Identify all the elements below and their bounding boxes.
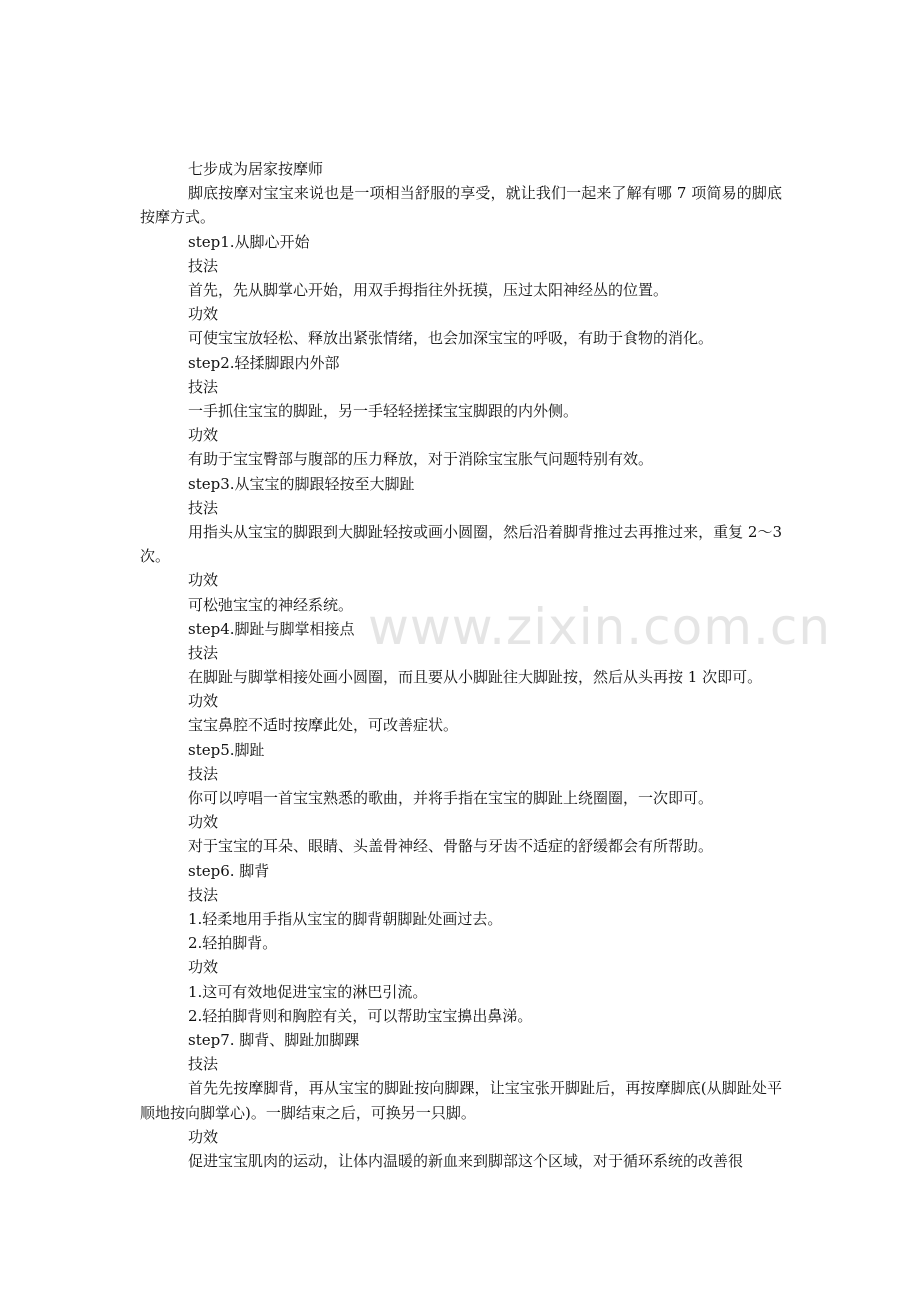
effect-label: 功效 [188, 692, 219, 711]
step-heading: step4.脚趾与脚掌相接点 [188, 619, 355, 638]
effect-label: 功效 [188, 426, 219, 445]
effect-text: 宝宝鼻腔不适时按摩此处，可改善症状。 [188, 716, 459, 735]
effect-text: 可松弛宝宝的神经系统。 [188, 595, 354, 614]
effect-text: 促进宝宝肌肉的运动，让体内温暖的新血来到脚部这个区域，对于循环系统的改善很 [188, 1151, 744, 1170]
technique-label: 技法 [188, 1055, 219, 1074]
effect-text: 对于宝宝的耳朵、眼睛、头盖骨神经、骨骼与牙齿不适症的舒缓都会有所帮助。 [188, 837, 714, 856]
technique-label: 技法 [188, 256, 219, 275]
technique-label: 技法 [188, 643, 219, 662]
step-heading: step6. 脚背 [188, 861, 270, 880]
effect-label: 功效 [188, 571, 219, 590]
step-heading: step3.从宝宝的脚跟轻按至大脚趾 [188, 474, 415, 493]
technique-text: 首先，先从脚掌心开始，用双手拇指往外抚摸，压过太阳神经丛的位置。 [188, 280, 669, 299]
step-heading: step5.脚趾 [188, 740, 265, 759]
effect-text: 有助于宝宝臀部与腹部的压力释放，对于消除宝宝胀气问题特别有效。 [188, 450, 654, 469]
technique-label: 技法 [188, 764, 219, 783]
effect-text: 1.这可有效地促进宝宝的淋巴引流。 [188, 982, 428, 1001]
effect-label: 功效 [188, 813, 219, 832]
effect-label: 功效 [188, 305, 219, 324]
technique-text: 一手抓住宝宝的脚趾，另一手轻轻搓揉宝宝脚跟的内外侧。 [188, 401, 579, 420]
effect-text: 2.轻拍脚背则和胸腔有关，可以帮助宝宝擤出鼻涕。 [188, 1006, 533, 1025]
effect-label: 功效 [188, 1127, 219, 1146]
technique-text: 你可以哼唱一首宝宝熟悉的歌曲，并将手指在宝宝的脚趾上绕圈圈，一次即可。 [188, 789, 714, 808]
technique-text: 首先先按摩脚背，再从宝宝的脚趾按向脚踝，让宝宝张开脚趾后，再按摩脚底(从脚趾处平顺地按向脚掌心)。一脚结束之后，可换另一只脚。 [140, 1079, 782, 1122]
step-heading: step1.从脚心开始 [188, 232, 310, 251]
watermark: www.zixin.com.cn [368, 598, 832, 656]
technique-text: 1.轻柔地用手指从宝宝的脚背朝脚趾处画过去。 [188, 910, 503, 929]
technique-text: 用指头从宝宝的脚跟到大脚趾轻按或画小圆圈，然后沿着脚背推过去再推过来，重复 2～3 次。 [140, 522, 782, 566]
document-body [140, 157, 782, 1173]
intro-paragraph: 脚底按摩对宝宝来说也是一项相当舒服的享受，就让我们一起来了解有哪 7 项简易的脚底按摩方式。 [140, 184, 782, 227]
technique-label: 技法 [188, 498, 219, 517]
technique-label: 技法 [188, 885, 219, 904]
step-heading: step7. 脚背、脚趾加脚踝 [188, 1030, 360, 1049]
technique-text: 2.轻拍脚背。 [188, 934, 278, 953]
effect-text: 可使宝宝放轻松、释放出紧张情绪，也会加深宝宝的呼吸，有助于食物的消化。 [188, 329, 714, 348]
technique-label: 技法 [188, 377, 219, 396]
effect-label: 功效 [188, 958, 219, 977]
document-title: 七步成为居家按摩师 [188, 160, 324, 178]
technique-text: 在脚趾与脚掌相接处画小圆圈，而且要从小脚趾往大脚趾按，然后从头再按 1 次即可。 [188, 668, 763, 687]
step-heading: step2.轻揉脚跟内外部 [188, 353, 340, 372]
